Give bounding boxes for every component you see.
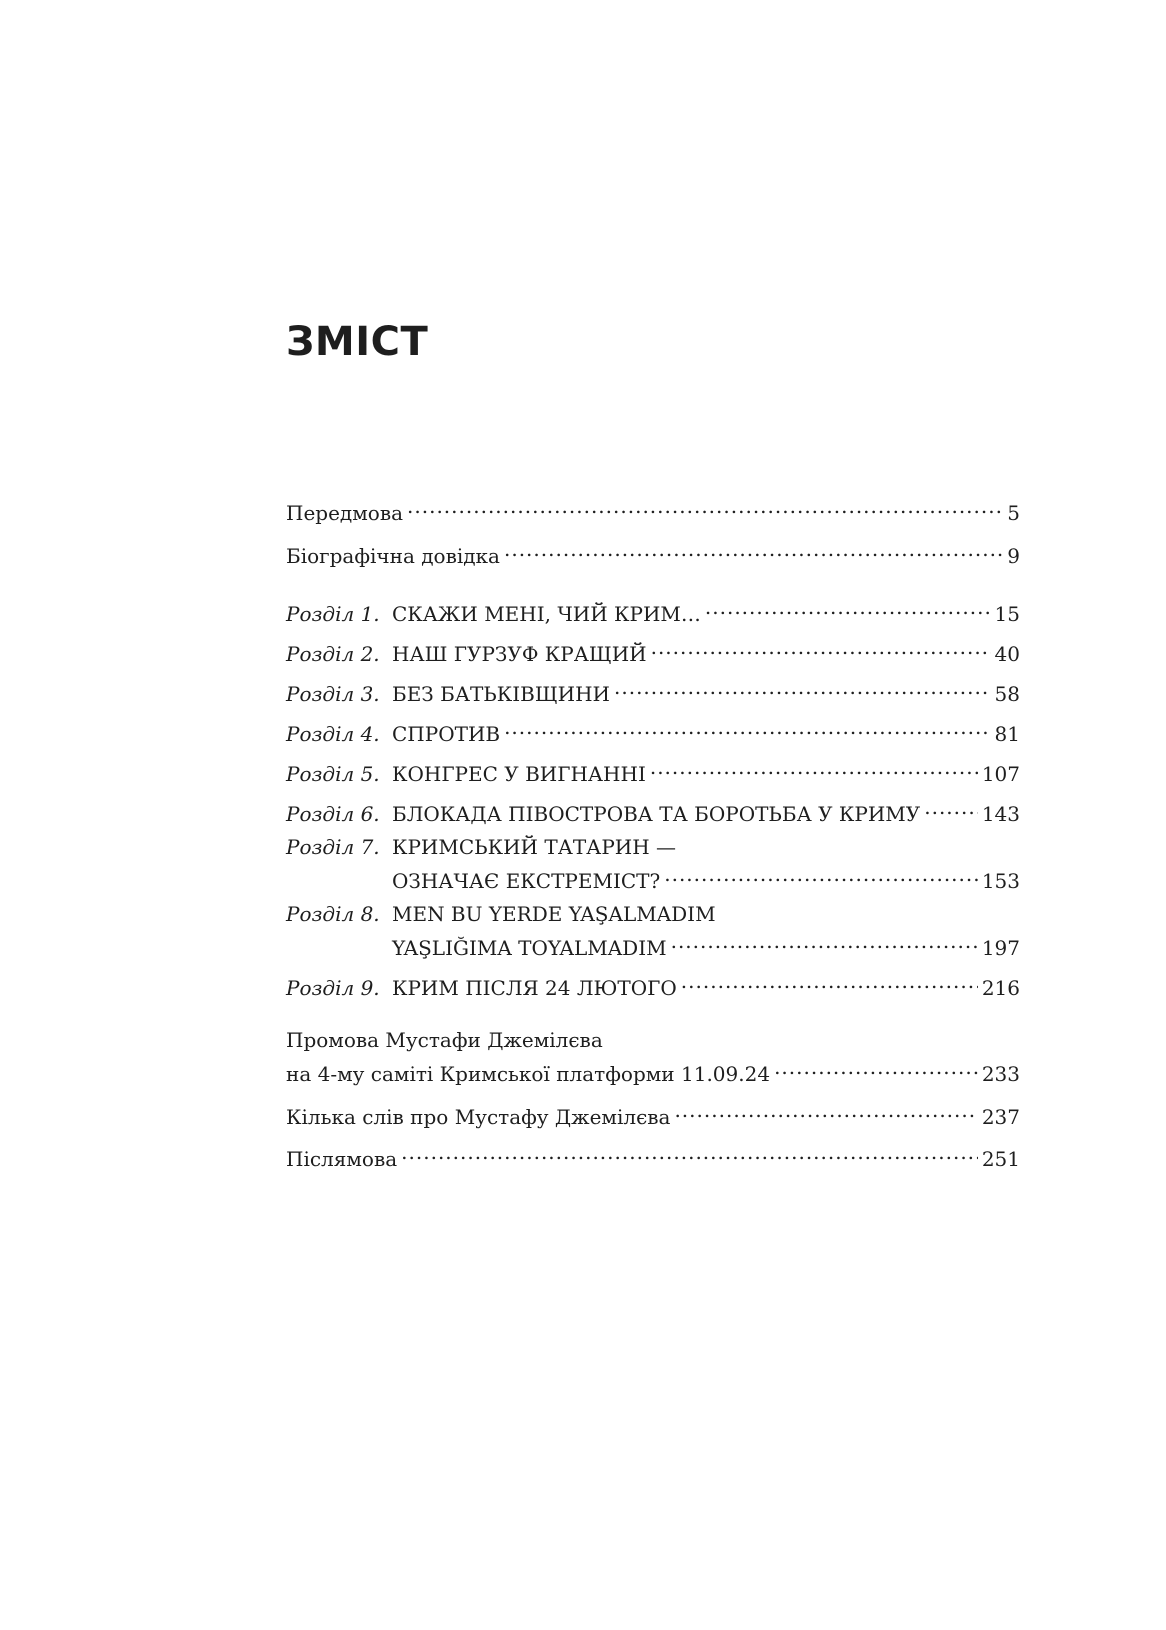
toc-entry[interactable]: [286, 714, 1020, 746]
toc-entry[interactable]: [286, 834, 1020, 893]
page-number: 233: [981, 1062, 1020, 1086]
chapter-label: Розділ 4.: [286, 722, 380, 746]
page-number: 40: [994, 642, 1020, 666]
chapter-label: Розділ 1.: [286, 602, 380, 626]
dot-leader: [504, 714, 990, 741]
toc-entry-line-final: [286, 754, 1020, 786]
toc-entry[interactable]: [286, 594, 1020, 626]
chapter-label: Розділ 5.: [286, 762, 380, 786]
table-of-contents: [286, 0, 1020, 1630]
toc-entry-title: КРИМ ПІСЛЯ 24 ЛЮТОГО: [392, 976, 677, 1000]
toc-entry[interactable]: [286, 1139, 1020, 1171]
toc-entry[interactable]: [286, 1097, 1020, 1129]
dot-leader: [614, 674, 991, 701]
toc-entry-line-final: [286, 674, 1020, 706]
toc-entry-title: БЕЗ БАТЬКІВЩИНИ: [392, 682, 610, 706]
toc-entry[interactable]: [286, 794, 1020, 826]
toc-entry-title: Біографічна довідка: [286, 544, 500, 568]
toc-entry[interactable]: [286, 968, 1020, 1000]
toc-entry-title: КРИМСЬКИЙ ТАТАРИН —: [392, 835, 677, 859]
chapter-label: Розділ 6.: [286, 802, 380, 826]
page-number: 58: [994, 682, 1020, 706]
toc-entry-line-final: [286, 493, 1020, 525]
toc-entry-line-final: [286, 634, 1020, 666]
page-number: 153: [981, 869, 1020, 893]
toc-entry-line-final: [286, 861, 1020, 893]
page-number: 216: [981, 976, 1020, 1000]
toc-entry[interactable]: [286, 536, 1020, 568]
dot-leader: [651, 634, 991, 661]
toc-entry-line-final: [286, 928, 1020, 960]
toc-entry-line-final: [286, 594, 1020, 626]
toc-entry-line-final: [286, 1054, 1020, 1086]
dot-leader: [650, 754, 978, 781]
toc-entry[interactable]: [286, 674, 1020, 706]
page-number: 9: [1007, 544, 1020, 568]
toc-entry-title: НАШ ГУРЗУФ КРАЩИЙ: [392, 642, 647, 666]
dot-leader: [705, 594, 991, 621]
toc-entry-title: ОЗНАЧАЄ ЕКСТРЕМІСТ?: [392, 869, 661, 893]
chapter-label: Розділ 7.: [286, 835, 380, 859]
dot-leader: [504, 536, 1003, 563]
toc-entry-line-final: [286, 1097, 1020, 1129]
page-number: 81: [994, 722, 1020, 746]
toc-entry-title: СКАЖИ МЕНІ, ЧИЙ КРИМ…: [392, 602, 701, 626]
toc-entry-line: [286, 834, 1020, 861]
toc-entry[interactable]: [286, 754, 1020, 786]
page-number: 15: [994, 602, 1020, 626]
toc-entry-title: на 4-му саміті Кримської платформи 11.09.24: [286, 1062, 771, 1086]
toc-entry-title: Післямова: [286, 1147, 398, 1171]
dot-leader: [671, 928, 978, 955]
dot-leader: [664, 861, 978, 888]
chapter-label: Розділ 3.: [286, 682, 380, 706]
toc-entry[interactable]: [286, 1027, 1020, 1086]
toc-entry-line: [286, 901, 1020, 928]
page-number: 107: [981, 762, 1020, 786]
page-number: 197: [981, 936, 1020, 960]
toc-entry-title: КОНГРЕС У ВИГНАННІ: [392, 762, 646, 786]
dot-leader: [674, 1097, 977, 1124]
toc-entry-line-final: [286, 1139, 1020, 1171]
toc-entry[interactable]: [286, 493, 1020, 525]
toc-entry-title: MEN BU YERDE YAŞALMADIM: [392, 902, 716, 926]
chapter-label: Розділ 8.: [286, 902, 380, 926]
toc-entry-title: БЛОКАДА ПІВОСТРОВА ТА БОРОТЬБА У КРИМУ: [392, 802, 921, 826]
toc-entry-line-final: [286, 714, 1020, 746]
dot-leader: [774, 1054, 978, 1081]
dot-leader: [924, 794, 978, 821]
toc-entry-title: СПРОТИВ: [392, 722, 501, 746]
toc-entry-title: YAŞLIĞIMA TOYALMADIM: [392, 936, 667, 960]
toc-entry-line-final: [286, 968, 1020, 1000]
page-title: ЗМІСТ: [286, 319, 429, 365]
toc-entry-title: Кілька слів про Мустафу Джемілєва: [286, 1105, 671, 1129]
toc-entry-title: Передмова: [286, 501, 404, 525]
page-number: 237: [981, 1105, 1020, 1129]
toc-entry-title: Промова Мустафи Джемілєва: [286, 1028, 603, 1052]
chapter-label: Розділ 2.: [286, 642, 380, 666]
page-number: 251: [981, 1147, 1020, 1171]
dot-leader: [407, 493, 1003, 520]
dot-leader: [401, 1139, 978, 1166]
toc-entry-line-final: [286, 536, 1020, 568]
toc-entry-line: [286, 1027, 1020, 1054]
toc-entry-line-final: [286, 794, 1020, 826]
toc-entry[interactable]: [286, 901, 1020, 960]
page-number: 5: [1007, 501, 1020, 525]
dot-leader: [681, 968, 978, 995]
chapter-label: Розділ 9.: [286, 976, 380, 1000]
toc-entry[interactable]: [286, 634, 1020, 666]
page-number: 143: [981, 802, 1020, 826]
